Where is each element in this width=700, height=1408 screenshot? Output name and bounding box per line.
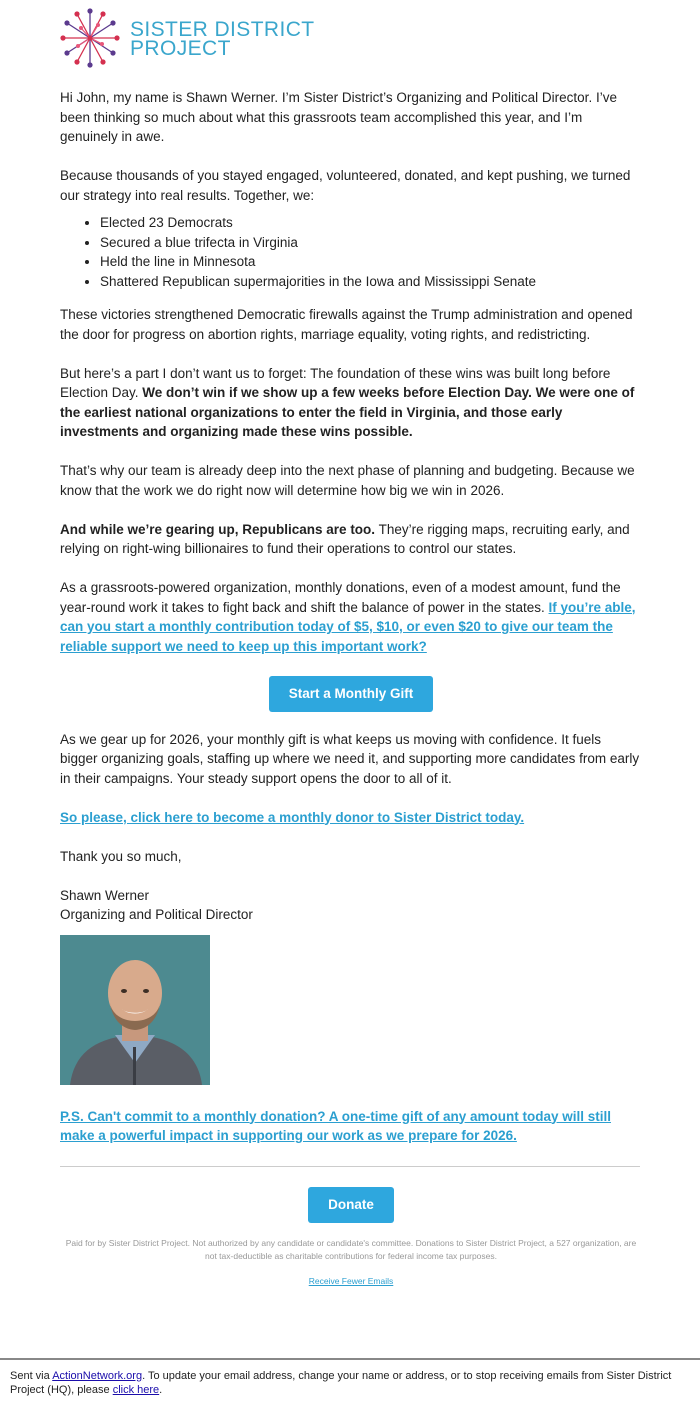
signature-title: Organizing and Political Director: [60, 907, 253, 922]
donate-button-row: [60, 1187, 642, 1223]
thanks-text: Thank you so much,: [60, 848, 182, 864]
portrait-image: [60, 935, 210, 1085]
republicans-paragraph: [60, 520, 642, 559]
monthly-contribution-link[interactable]: If you’re able, can you start a monthly contribution today of $5, $10, or even $20 to give our team the reliable support we need to keep up this important work?: [60, 599, 636, 654]
logo-line-2: PROJECT: [130, 37, 231, 60]
ps-paragraph: [60, 1107, 642, 1146]
starburst-logo-icon: [60, 8, 120, 68]
logo-line-1: SISTER DISTRICT: [130, 18, 315, 41]
confidence-paragraph: As we gear up for 2026, your monthly gift is what keeps us moving with confidence. It fuels bigger organizing goals, staffing up where we need it, and supporting more candidates from early in their campaigns. Your steady support opens the door to all of it.: [60, 731, 640, 786]
sister-district-logo[interactable]: [60, 8, 320, 70]
receive-fewer-emails-link[interactable]: Receive Fewer Emails: [308, 1275, 394, 1286]
monthly-button-row: [60, 676, 642, 712]
greeting-paragraph: Hi John, my name is Shawn Werner. I’m Sister District’s Organizing and Political Director. I’ve been thinking so much about what this grassroots team accomplished this year, and I’m genuinely in awe.: [60, 90, 617, 144]
list-item: • Secured a blue trifecta in Virginia: [100, 233, 642, 253]
monthly-ask-paragraph: [60, 578, 642, 656]
footer-middle: . To update your email address, change your name or address, or to stop receiving emails from Sister District Project (HQ), please: [10, 1370, 672, 1396]
author-photo: [60, 935, 210, 1085]
action-network-footer: [0, 1358, 700, 1408]
ps-one-time-gift-link[interactable]: P.S. Can't commit to a monthly donation? A one-time gift of any amount today will still make a powerful impact in supporting our work as we prepare for 2026.: [60, 1108, 611, 1143]
monthly-ask-text: As a grassroots-powered organization, monthly donations, even of a modest amount, fund the year-round work it takes to fight back and shift the balance of power in the states.: [60, 580, 621, 615]
list-item: • Shattered Republican supermajorities in the Iowa and Mississippi Senate: [100, 272, 642, 292]
victories-paragraph: These victories strengthened Democratic firewalls against the Trump administration and opened the door for progress on abortion rights, marriage equality, voting rights, and redistricting.: [60, 307, 633, 342]
actionnetwork-link[interactable]: ActionNetwork.org: [52, 1370, 143, 1382]
divider: [60, 1166, 640, 1167]
signature-name: Shawn Werner: [60, 887, 150, 903]
become-monthly-donor-link[interactable]: So please, click here to become a monthly donor to Sister District today.: [60, 809, 525, 825]
list-item: • Elected 23 Democrats: [100, 213, 642, 233]
donate-button[interactable]: Donate: [308, 1187, 394, 1223]
republicans-bold-text: And while we’re gearing up, Republicans are too.: [60, 521, 376, 537]
signature: [60, 886, 642, 925]
unsubscribe-click-here-link[interactable]: click here: [112, 1384, 160, 1396]
planning-paragraph: That’s why our team is already deep into the next phase of planning and budgeting. Because we know that the work we do right now will determine how big we win in 2026.: [60, 463, 635, 498]
republicans-text: They’re rigging maps, recruiting early, and relying on right-wing billionaires to fund their operations to control our states.: [60, 521, 630, 556]
footer-suffix: .: [159, 1384, 163, 1396]
results-list: [60, 213, 642, 291]
foundation-text: But here’s a part I don’t want us to forget: The foundation of these wins was built long before Election Day.: [60, 365, 611, 400]
become-donor-paragraph: [60, 808, 642, 828]
foundation-bold-text: We don’t win if we show up a few weeks before Election Day. We were one of the earliest national organizations to enter the field in Virginia, and those early investments and organizing made these wins possible.: [60, 385, 635, 439]
foundation-paragraph: [60, 364, 642, 442]
footer-prefix: Sent via: [10, 1370, 53, 1382]
list-item: • Held the line in Minnesota: [100, 252, 642, 272]
start-monthly-gift-button[interactable]: Start a Monthly Gift: [269, 676, 433, 712]
results-intro-paragraph: Because thousands of you stayed engaged, volunteered, donated, and kept pushing, we turned our strategy into real results. Together, we:: [60, 168, 631, 203]
legal-disclaimer: Paid for by Sister District Project. Not authorized by any candidate or candidate's committee. Donations to Sister District Project, a 527 organization, are not tax-deductible as charitable contributions for federal income tax purposes.: [65, 1237, 637, 1261]
logo-wordmark: [130, 20, 315, 58]
fewer-emails-row: [60, 1275, 642, 1288]
letter-content: [60, 88, 642, 1288]
